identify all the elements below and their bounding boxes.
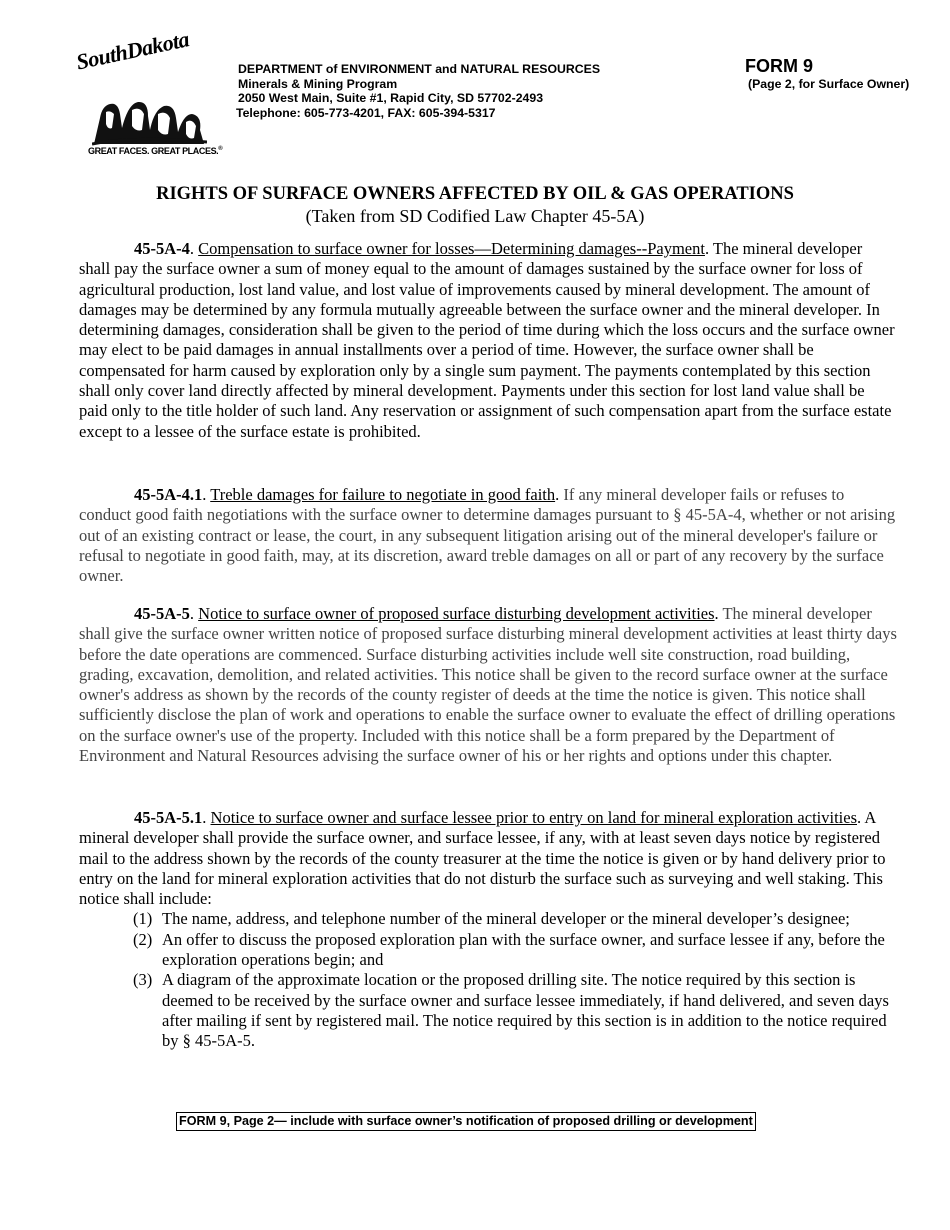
department-address: 2050 West Main, Suite #1, Rapid City, SD 57702-2493	[238, 91, 544, 105]
section-code: 45-5A-4	[134, 239, 190, 258]
section-code: 45-5A-4.1	[134, 485, 203, 504]
form-number: FORM 9	[745, 56, 814, 76]
list-item: (1) The name, address, and telephone number of the mineral developer or the mineral developer’s designee;	[133, 909, 850, 929]
document-subtitle: (Taken from SD Codified Law Chapter 45-5A)	[305, 206, 645, 226]
department-header	[238, 62, 600, 120]
document-title: RIGHTS OF SURFACE OWNERS AFFECTED BY OIL & GAS OPERATIONS	[156, 184, 794, 204]
mount-rushmore-icon	[92, 84, 207, 146]
program-name: Minerals & Mining Program	[238, 76, 398, 91]
list-item: (3) A diagram of the approximate location or the proposed drilling site. The notice required by this section is deemed to be received by the surface owner and surface lessee immediately, if hand delivered, and seven days after mailing if sent by registered mail. The notice required by this section is in addition to the notice required by § 45-5A-5.	[133, 970, 889, 1051]
section-heading: Treble damages for failure to negotiate in good faith	[210, 485, 556, 504]
section-heading: Notice to surface owner of proposed surface disturbing development activities	[198, 604, 715, 623]
section-45-5A-5.1: 45-5A-5.1. Notice to surface owner and surface lessee prior to entry on land for mineral exploration activities. A mineral developer shall provide the surface owner, and surface lessee, if any, with at least seven days notice by registered mail to the address shown by the records of the county treasurer at the time the notice is given or by hand delivery prior to entry on the land for mineral exploration activities that do not disturb the surface such as surveying and well staking. This notice shall include: (1) The name, address, and telephone number of the mineral developer or the mineral developer’s designee; (2) An offer to discuss the proposed exploration plan with the surface owner, and surface lessee if any, before the exploration operations begin; and (3) A diagram of the approximate location or the proposed drilling site. The notice required by this section is deemed to be received by the surface owner and surface lessee immediately, if hand delivered, and seven days after mailing if sent by registered mail. The notice required by this section is in addition to the notice required by § 45-5A-5.	[79, 808, 897, 1052]
section-heading: Notice to surface owner and surface lessee prior to entry on land for mineral exploration activities	[210, 808, 857, 827]
section-45-5A-5: 45-5A-5. Notice to surface owner of proposed surface disturbing development activities. The mineral developer shall give the surface owner written notice of proposed surface disturbing mineral development activities at least thirty days before the date operations are commenced. Surface disturbing activities include well site construction, road building, grading, excavation, demolition, and related activities. This notice shall be given to the record surface owner at the surface owner's address as shown by the records of the county register of deeds at the time the notice is given. This notice shall sufficiently disclose the plan of work and operations to enable the surface owner to evaluate the effect of drilling operations on the surface owner's use of the property. Included with this notice shall be a form prepared by the Department of Environment and Natural Resources advising the surface owner of his or her rights and options under this chapter.	[79, 604, 897, 766]
list-item: (2) An offer to discuss the proposed exploration plan with the surface owner, and surface lessee if any, before the exploration operations begin; and	[133, 929, 885, 970]
section-45-5A-4: 45-5A-4. Compensation to surface owner for losses—Determining damages--Payment. The mineral developer shall pay the surface owner a sum of money equal to the amount of damages sustained by the surface owner for loss of agricultural production, lost land value, and lost value of improvements caused by mineral development. The amount of damages may be determined by any formula mutually agreeable between the surface owner and the mineral developer. In determining damages, consideration shall be given to the period of time during which the loss occurs and the surface owner may elect to be paid damages in annual installments over a period of time. However, the surface owner shall be compensated for harm caused by exploration only by a single sum payment. The payments contemplated by this section shall only cover land directly affected by mineral development. Payments under this section for lost land value shall be paid only to the title holder of such land. Any reservation or assignment of such compensation apart from the surface estate except to a lessee of the surface estate is prohibited.	[79, 239, 895, 441]
section-code: 45-5A-5.1	[134, 808, 203, 827]
section-body: A mineral developer shall provide the surface owner, and surface lessee, if any, with at least seven days notice by registered mail to the address shown by the records of the county treasurer at the time the notice is given or by hand delivery prior to entry on the land for mineral exploration activities that do not disturb the surface such as surveying and well staking. This notice shall include:	[79, 808, 886, 909]
department-name: DEPARTMENT of ENVIRONMENT and NATURAL RESOURCES	[238, 62, 601, 76]
department-phone: Telephone: 605-773-4201, FAX: 605-394-5317	[236, 105, 496, 120]
section-45-5A-4.1: 45-5A-4.1. Treble damages for failure to negotiate in good faith. If any mineral developer fails or refuses to conduct good faith negotiations with the surface owner to determine damages pursuant to § 45-5A-4, whether or not arising out of an existing contract or lease, the court, in any subsequent litigation arising out of the mineral developer's failure or refusal to negotiate in good faith, may, at its discretion, award treble damages on all or part of any recovery by the surface owner.	[79, 485, 896, 586]
logo-script-text: SouthDakota	[74, 26, 192, 75]
form-subtitle: (Page 2, for Surface Owner)	[748, 77, 910, 91]
logo-tagline: GREAT FACES. GREAT PLACES.®	[88, 146, 223, 156]
section-code: 45-5A-5	[134, 604, 190, 623]
section-body: If any mineral developer fails or refuses to conduct good faith negotiations with the surface owner to determine damages pursuant to § 45-5A-4, whether or not arising out of an existing contract or lease, the court, in any subsequent litigation arising out of the mineral developer's failure or refusal to negotiate in good faith, may, at its discretion, award treble damages on all or part of any recovery by the surface owner.	[79, 485, 896, 586]
notice-requirements-list	[79, 909, 897, 1051]
section-body: The mineral developer shall give the surface owner written notice of proposed surface disturbing mineral development activities at least thirty days before the date operations are commenced. Surface disturbing activities include well site construction, road building, grading, excavation, demolition, and related activities. This notice shall be given to the record surface owner at the surface owner's address as shown by the records of the county register of deeds at the time the notice is given. This notice shall sufficiently disclose the plan of work and operations to enable the surface owner to evaluate the effect of drilling operations on the surface owner's use of the property. Included with this notice shall be a form prepared by the Department of Environment and Natural Resources advising the surface owner of his or her rights and options under this chapter.	[79, 604, 897, 766]
section-body: The mineral developer shall pay the surface owner a sum of money equal to the amount of damages sustained by the surface owner for loss of agricultural production, lost land value, and lost value of improvements caused by mineral development. The amount of damages may be determined by any formula mutually agreeable between the surface owner and the mineral developer. In determining damages, consideration shall be given to the period of time during which the loss occurs and the surface owner may elect to be paid damages in annual installments over a period of time. However, the surface owner shall be compensated for harm caused by exploration only by a single sum payment. The payments contemplated by this section shall only cover land directly affected by mineral development. Payments under this section for lost land value shall be paid only to the title holder of such land. Any reservation or assignment of such compensation apart from the surface estate except to a lessee of the surface estate is prohibited.	[79, 239, 895, 441]
form-footer-note: FORM 9, Page 2— include with surface owner’s notification of proposed drilling or development	[176, 1112, 756, 1131]
section-heading: Compensation to surface owner for losses—Determining damages--Payment	[198, 239, 705, 258]
